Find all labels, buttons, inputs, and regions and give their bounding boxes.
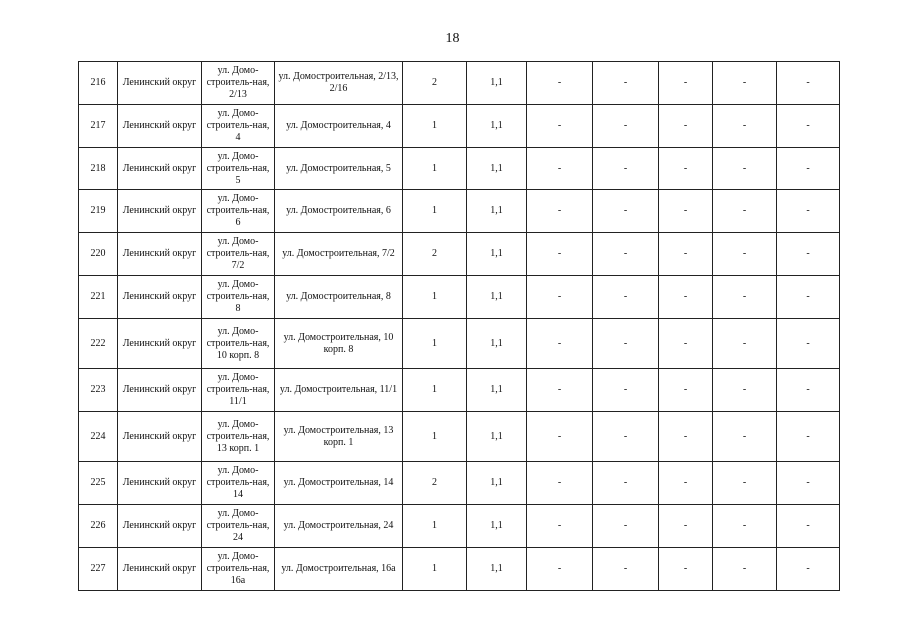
container-volume-cell: 1,1 <box>467 505 527 548</box>
container-count-cell: 2 <box>403 62 467 105</box>
address-cell: ул. Домостроительная, 4 <box>275 105 403 148</box>
container-count-cell: 1 <box>403 548 467 591</box>
address-cell: ул. Домостроительная, 7/2 <box>275 233 403 276</box>
container-volume-cell: 1,1 <box>467 319 527 369</box>
empty-value-cell: - <box>659 548 713 591</box>
empty-value-cell: - <box>713 319 777 369</box>
street-cell: ул. Домо-строитель-ная, 7/2 <box>202 233 275 276</box>
district-cell: Ленинский округ <box>118 462 202 505</box>
container-count-cell: 1 <box>403 319 467 369</box>
container-volume-cell: 1,1 <box>467 105 527 148</box>
row-number-cell: 221 <box>79 276 118 319</box>
empty-value-cell: - <box>527 233 593 276</box>
empty-value-cell: - <box>593 62 659 105</box>
street-cell: ул. Домо-строитель-ная, 5 <box>202 148 275 190</box>
empty-value-cell: - <box>593 105 659 148</box>
table-row <box>79 319 840 369</box>
empty-value-cell: - <box>527 105 593 148</box>
row-number-cell: 218 <box>79 148 118 190</box>
empty-value-cell: - <box>777 548 840 591</box>
street-cell: ул. Домо-строитель-ная, 10 корп. 8 <box>202 319 275 369</box>
empty-value-cell: - <box>777 319 840 369</box>
street-cell: ул. Домо-строитель-ная, 11/1 <box>202 369 275 412</box>
empty-value-cell: - <box>659 62 713 105</box>
empty-value-cell: - <box>527 62 593 105</box>
container-count-cell: 1 <box>403 190 467 233</box>
empty-value-cell: - <box>777 412 840 462</box>
district-cell: Ленинский округ <box>118 233 202 276</box>
empty-value-cell: - <box>777 369 840 412</box>
district-cell: Ленинский округ <box>118 276 202 319</box>
address-cell: ул. Домостроительная, 16а <box>275 548 403 591</box>
empty-value-cell: - <box>527 462 593 505</box>
empty-value-cell: - <box>593 462 659 505</box>
table-row <box>79 233 840 276</box>
table-row <box>79 62 840 105</box>
registry-table <box>78 61 840 591</box>
row-number-cell: 217 <box>79 105 118 148</box>
empty-value-cell: - <box>527 505 593 548</box>
empty-value-cell: - <box>659 276 713 319</box>
street-cell: ул. Домо-строитель-ная, 16а <box>202 548 275 591</box>
empty-value-cell: - <box>527 276 593 319</box>
empty-value-cell: - <box>593 190 659 233</box>
row-number-cell: 224 <box>79 412 118 462</box>
empty-value-cell: - <box>777 190 840 233</box>
empty-value-cell: - <box>659 462 713 505</box>
empty-value-cell: - <box>593 148 659 190</box>
row-number-cell: 226 <box>79 505 118 548</box>
empty-value-cell: - <box>713 505 777 548</box>
container-volume-cell: 1,1 <box>467 548 527 591</box>
table-row <box>79 276 840 319</box>
container-volume-cell: 1,1 <box>467 148 527 190</box>
empty-value-cell: - <box>593 319 659 369</box>
empty-value-cell: - <box>659 105 713 148</box>
empty-value-cell: - <box>593 505 659 548</box>
empty-value-cell: - <box>593 233 659 276</box>
container-volume-cell: 1,1 <box>467 276 527 319</box>
empty-value-cell: - <box>713 233 777 276</box>
empty-value-cell: - <box>659 369 713 412</box>
table-row <box>79 148 840 190</box>
address-cell: ул. Домостроительная, 24 <box>275 505 403 548</box>
empty-value-cell: - <box>713 105 777 148</box>
row-number-cell: 223 <box>79 369 118 412</box>
street-cell: ул. Домо-строитель-ная, 13 корп. 1 <box>202 412 275 462</box>
table-row <box>79 190 840 233</box>
address-cell: ул. Домостроительная, 13 корп. 1 <box>275 412 403 462</box>
container-count-cell: 2 <box>403 233 467 276</box>
page-number: 18 <box>445 31 460 46</box>
address-cell: ул. Домостроительная, 6 <box>275 190 403 233</box>
district-cell: Ленинский округ <box>118 148 202 190</box>
empty-value-cell: - <box>593 369 659 412</box>
table-row <box>79 412 840 462</box>
empty-value-cell: - <box>713 148 777 190</box>
empty-value-cell: - <box>777 148 840 190</box>
container-count-cell: 1 <box>403 369 467 412</box>
row-number-cell: 216 <box>79 62 118 105</box>
container-count-cell: 1 <box>403 148 467 190</box>
empty-value-cell: - <box>713 190 777 233</box>
table-row <box>79 505 840 548</box>
empty-value-cell: - <box>659 412 713 462</box>
container-count-cell: 1 <box>403 105 467 148</box>
container-count-cell: 1 <box>403 505 467 548</box>
district-cell: Ленинский округ <box>118 319 202 369</box>
empty-value-cell: - <box>777 105 840 148</box>
empty-value-cell: - <box>527 369 593 412</box>
empty-value-cell: - <box>527 548 593 591</box>
row-number-cell: 220 <box>79 233 118 276</box>
district-cell: Ленинский округ <box>118 369 202 412</box>
empty-value-cell: - <box>777 505 840 548</box>
street-cell: ул. Домо-строитель-ная, 4 <box>202 105 275 148</box>
empty-value-cell: - <box>713 369 777 412</box>
empty-value-cell: - <box>527 190 593 233</box>
empty-value-cell: - <box>713 412 777 462</box>
district-cell: Ленинский округ <box>118 505 202 548</box>
table-row <box>79 105 840 148</box>
row-number-cell: 222 <box>79 319 118 369</box>
empty-value-cell: - <box>527 412 593 462</box>
address-cell: ул. Домостроительная, 2/13, 2/16 <box>275 62 403 105</box>
row-number-cell: 225 <box>79 462 118 505</box>
container-count-cell: 2 <box>403 462 467 505</box>
street-cell: ул. Домо-строитель-ная, 6 <box>202 190 275 233</box>
table-row <box>79 548 840 591</box>
address-cell: ул. Домостроительная, 5 <box>275 148 403 190</box>
district-cell: Ленинский округ <box>118 190 202 233</box>
row-number-cell: 227 <box>79 548 118 591</box>
street-cell: ул. Домо-строитель-ная, 24 <box>202 505 275 548</box>
empty-value-cell: - <box>527 148 593 190</box>
street-cell: ул. Домо-строитель-ная, 14 <box>202 462 275 505</box>
empty-value-cell: - <box>527 319 593 369</box>
empty-value-cell: - <box>777 462 840 505</box>
address-cell: ул. Домостроительная, 8 <box>275 276 403 319</box>
street-cell: ул. Домо-строитель-ная, 2/13 <box>202 62 275 105</box>
row-number-cell: 219 <box>79 190 118 233</box>
address-cell: ул. Домостроительная, 14 <box>275 462 403 505</box>
district-cell: Ленинский округ <box>118 62 202 105</box>
container-count-cell: 1 <box>403 276 467 319</box>
district-cell: Ленинский округ <box>118 548 202 591</box>
empty-value-cell: - <box>593 276 659 319</box>
street-cell: ул. Домо-строитель-ная, 8 <box>202 276 275 319</box>
container-volume-cell: 1,1 <box>467 190 527 233</box>
empty-value-cell: - <box>659 319 713 369</box>
empty-value-cell: - <box>713 276 777 319</box>
container-volume-cell: 1,1 <box>467 62 527 105</box>
table-body <box>79 62 840 591</box>
table-row <box>79 462 840 505</box>
container-volume-cell: 1,1 <box>467 462 527 505</box>
empty-value-cell: - <box>713 548 777 591</box>
container-volume-cell: 1,1 <box>467 369 527 412</box>
empty-value-cell: - <box>713 62 777 105</box>
empty-value-cell: - <box>659 505 713 548</box>
empty-value-cell: - <box>777 276 840 319</box>
empty-value-cell: - <box>713 462 777 505</box>
address-cell: ул. Домостроительная, 11/1 <box>275 369 403 412</box>
empty-value-cell: - <box>593 412 659 462</box>
address-cell: ул. Домостроительная, 10 корп. 8 <box>275 319 403 369</box>
empty-value-cell: - <box>777 233 840 276</box>
empty-value-cell: - <box>593 548 659 591</box>
empty-value-cell: - <box>777 62 840 105</box>
empty-value-cell: - <box>659 148 713 190</box>
container-count-cell: 1 <box>403 412 467 462</box>
district-cell: Ленинский округ <box>118 412 202 462</box>
empty-value-cell: - <box>659 233 713 276</box>
district-cell: Ленинский округ <box>118 105 202 148</box>
table-row <box>79 369 840 412</box>
container-volume-cell: 1,1 <box>467 233 527 276</box>
empty-value-cell: - <box>659 190 713 233</box>
container-volume-cell: 1,1 <box>467 412 527 462</box>
